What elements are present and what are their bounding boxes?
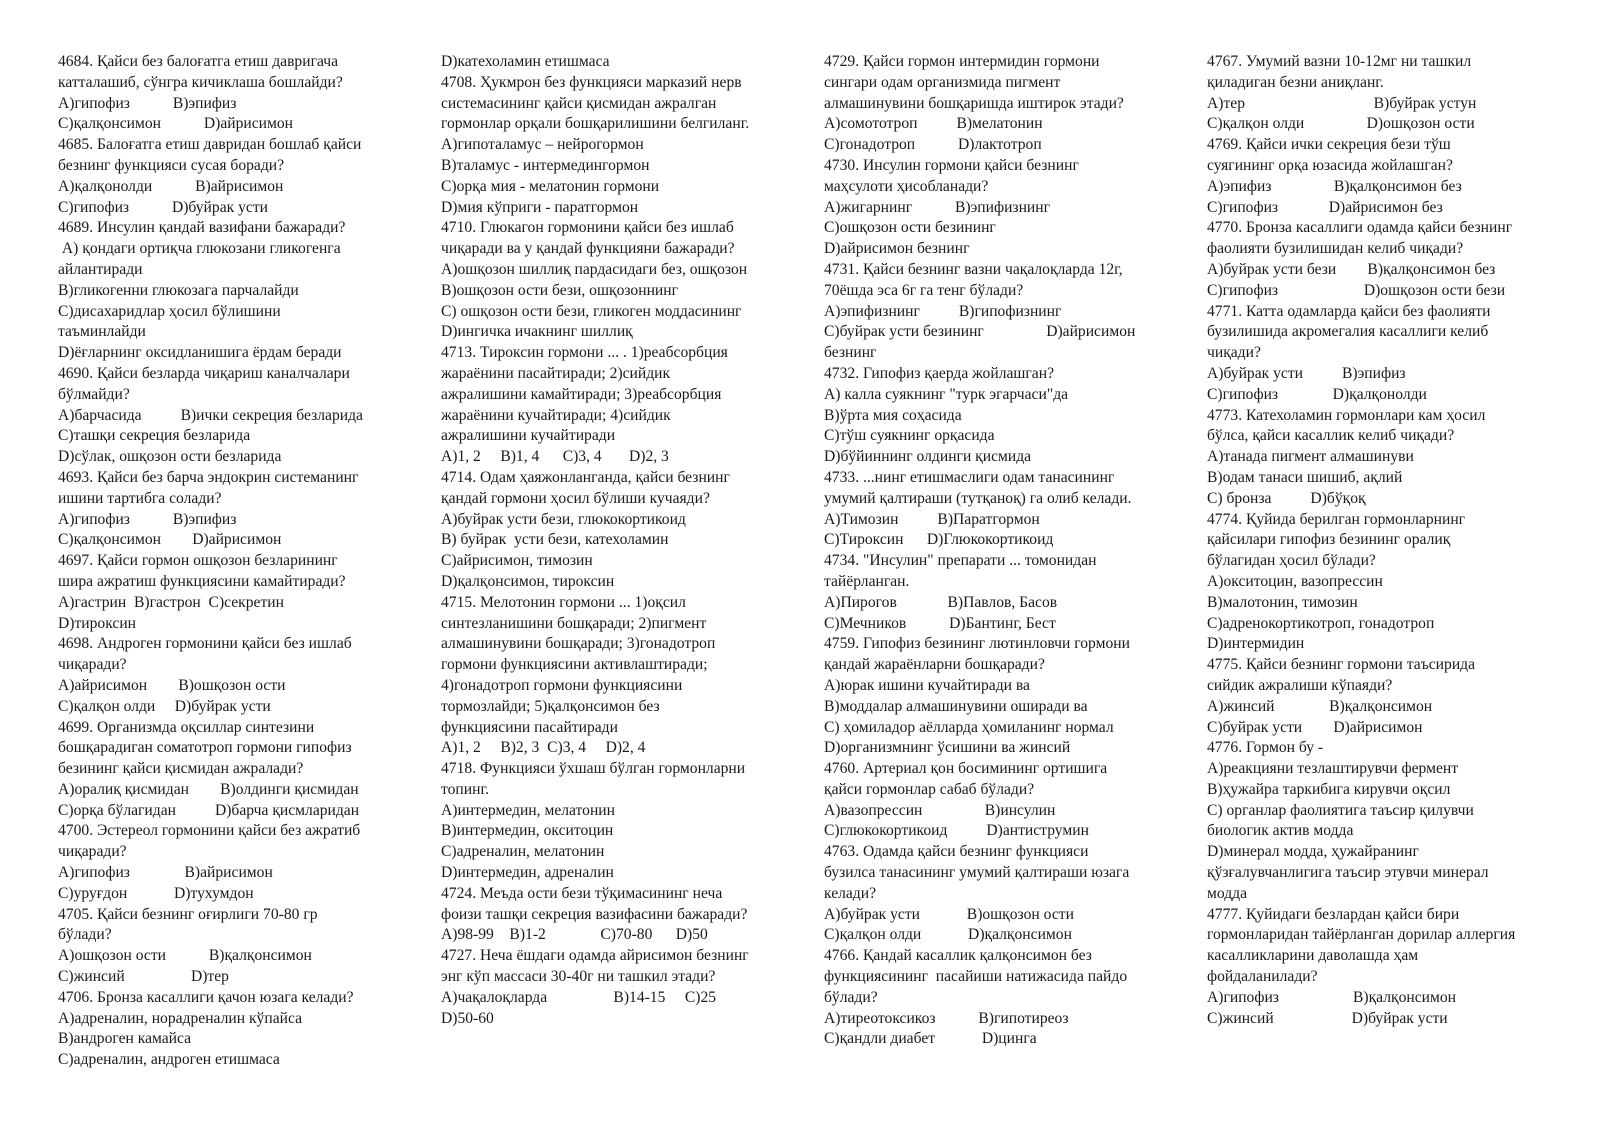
text-line: D)мия кўприги - паратгормон [441,198,639,216]
text-line: топинг. [441,780,489,798]
text-line: 4763. Одамда қайси безнинг функцияси [824,843,1089,861]
text-line: 4727. Неча ёшдаги одамда айрисимон безнинг [441,947,749,965]
text-line: A)чақалоқларда B)14-15 C)25 [441,988,717,1006]
text-line: системасининг қайси қисмидан ажралган [441,94,717,112]
text-line: D)интермидин [1207,635,1305,653]
text-line: 4766. Қандай касаллик қалқонсимон без [824,947,1092,965]
text-line: бузилса танасининг умумий қалтираши юзага [824,864,1130,882]
text-line: 4693. Қайси без барча эндокрин системанинг [58,468,359,486]
text-line: 4776. Гормон бу - [1207,739,1324,757]
text-line: 4771. Катта одамларда қайси без фаолияти [1207,302,1491,320]
text-line: A)юрак ишини кучайтиради ва [824,676,1030,694]
text-line: умумий қалтираши (тутқаноқ) га олиб келади. [824,489,1132,507]
text-line: C)Мечников D)Бантинг, Бест [824,614,1056,632]
text-line: C)уруғдон D)тухумдон [58,884,254,902]
text-line: жараёнини пасайтиради; 2)сийдик [441,364,671,382]
text-line: 4774. Қуйида берилган гормонларнинг [1207,510,1466,528]
text-line: гормонлар орқали бошқарилишини белгиланг. [441,115,750,133]
text-line: C)қалқон олди D)қалқонсимон [824,926,1072,944]
text-line: C)қандли диабет D)цинга [824,1030,1037,1048]
text-line: 4730. Инсулин гормони қайси безнинг [824,156,1079,174]
text-line: 4700. Эстереол гормонини қайси без ажратиб [58,822,361,840]
text-line: C)Тироксин D)Глюкокортикоид [824,531,1054,549]
text-line: A)гипофиз B)қалқонсимон [1207,988,1457,1006]
text-line: D)ингичка ичакнинг шиллиқ [441,323,633,341]
text-line: C)жинсий D)тер [58,968,229,986]
text-line: A)сомототроп B)мелатонин [824,115,1043,133]
text-line: C)қалқон олди D)буйрак усти [58,697,271,715]
text-line: 4708. Ҳукмрон без функцияси марказий нерв [441,73,742,91]
text-line: касалликларини даволашда ҳам [1207,947,1419,965]
text-line: чиқаради? [58,843,127,861]
text-line: алмашинувини бошқаришда иштирок этади? [824,94,1124,112]
text-line: D)катехоламин етишмаса [441,53,610,70]
text-line: 4777. Қуйидаги безлардан қайси бири [1207,905,1460,923]
text-line: A)эпифиз B)қалқонсимон без [1207,177,1462,195]
text-line: гормонларидан тайёрланган дорилар аллергия [1207,926,1516,944]
text-line: A)жинсий B)қалқонсимон [1207,697,1433,715]
text-line: C)қалқон олди D)ошқозон ости [1207,115,1475,133]
text-line: A)буйрак усти B)ошқозон ости [824,905,1074,923]
text-line: C)орқа мия - мелатонин гормони [441,177,660,195]
text-line: 4714. Одам ҳаяжонланганда, қайси безнинг [441,468,730,486]
text-line: функциясини пасайтиради [441,718,618,736]
text-line: 4775. Қайси безнинг гормони таъсирида [1207,656,1476,674]
text-line: 4770. Бронза касаллиги одамда қайси безнинг [1207,219,1513,237]
text-line: жараёнини кучайтиради; 4)сийдик [441,406,671,424]
text-line: D)интермедин, адреналин [441,864,614,882]
text-line: қандай жараёнларни бошқаради? [824,656,1045,674]
text-line: C)қалқонсимон D)айрисимон [58,531,282,549]
text-line: 4729. Қайси гормон интермидин гормони [824,53,1100,70]
text-line: C)жинсий D)буйрак усти [1207,1009,1448,1027]
text-line: A)жигарнинг B)эпифизнинг [824,198,1051,216]
text-line: C)адренокортикотроп, гонадотроп [1207,614,1435,632]
text-line: 4734. "Инсулин" препарати ... томонидан [824,552,1097,570]
text-line: A)тер B)буйрак устун [1207,94,1477,112]
text-line: D)тироксин [58,614,137,632]
text-line: C)глюкокортикоид D)антиструмин [824,822,1089,840]
text-line: шира ажратиш функциясини камайтиради? [58,572,346,590]
text-line: C)дисахаридлар ҳосил бўлишини [58,302,281,320]
text-line: A)оралиқ қисмидан B)олдинги қисмидан [58,780,359,798]
text-line: D)ёғларнинг оксидланишига ёрдам беради [58,344,342,362]
text-line: 4733. ...нинг етишмаслиги одам танасининг [824,468,1115,486]
text-line: A)танада пигмент алмашинуви [1207,448,1414,466]
text-line: 4710. Глюкагон гормонини қайси без ишлаб [441,219,734,237]
text-line: қандай гормони ҳосил бўлиши кучаяди? [441,489,710,507]
text-line: бўлмайди? [58,385,130,403]
text-line: 4731. Қайси безнинг вазни чақалоқларда 12г, [824,260,1123,278]
text-line: бўлса, қайси касаллик келиб чиқади? [1207,427,1455,445]
text-line: суягининг орқа юзасида жойлашган? [1207,156,1453,174]
text-column-3 [824,52,1207,1131]
text-line: синтезланишини бошқаради; 2)пигмент [441,614,707,632]
text-line: 4773. Катехоламин гормонлари кам ҳосил [1207,406,1486,424]
text-line: C)адреналин, мелатонин [441,843,605,861]
text-line: ишини тартибга солади? [58,489,222,507]
text-line: тайёрланган. [824,572,910,590]
text-line: бошқарадиган соматотроп гормони гипофиз [58,739,352,757]
text-line: A)буйрак усти бези, глюкокортикоид [441,510,686,528]
text-line: C)ошқозон ости безининг [824,219,996,237]
text-line: маҳсулоти ҳисобланади? [824,177,989,195]
text-line: C) бронза D)бўқоқ [1207,489,1366,507]
text-line: A)Пирогов B)Павлов, Басов [824,593,1058,611]
text-line: чиқаради ва у қандай функцияни бажаради? [441,240,735,258]
text-line: таъминлайди [58,323,146,341]
text-line: 4767. Умумий вазни 10-12мг ни ташкил [1207,53,1472,70]
text-line: безнинг [824,344,877,362]
text-line: бўлагидан ҳосил бўлади? [1207,552,1376,570]
text-line: A)барчасида B)ички секреция безларида [58,406,363,424]
text-line: B) буйрак усти бези, катехоламин [441,531,669,549]
text-line: айлантиради [58,260,143,278]
text-line: 4)гонадотроп гормони функциясини [441,676,683,694]
text-line: D)50-60 [441,1009,494,1027]
text-line: A) қондаги ортиқча глюкозани гликогенга [58,240,341,258]
text-line: B)ўрта мия соҳасида [824,406,962,424]
text-line: D)сўлак, ошқозон ости безларида [58,448,282,466]
text-line: алмашинувини бошқаради; 3)гонадотроп [441,635,716,653]
text-line: D)қалқонсимон, тироксин [441,572,615,590]
text-line: A)1, 2 B)2, 3 C)3, 4 D)2, 4 [441,739,646,757]
text-line: қайси гормонлар сабаб бўлади? [824,780,1035,798]
text-line: 4718. Функцияси ўхшаш бўлган гормонларни [441,760,746,778]
text-line: A)98-99 B)1-2 C)70-80 D)50 [441,926,708,944]
text-line: A)Тимозин B)Паратгормон [824,510,1040,528]
text-line: B)ҳужайра таркибига кирувчи оқсил [1207,780,1451,798]
text-line: C)орқа бўлагидан D)барча қисмларидан [58,801,360,819]
text-line: қиладиган безни аниқланг. [1207,73,1384,91]
text-line: C)ташқи секреция безларида [58,427,251,445]
text-line: A)вазопрессин B)инсулин [824,801,1056,819]
text-line: A)гипофиз B)эпифиз [58,94,237,112]
text-line: B)интермедин, окситоцин [441,822,614,840]
text-line: D)организмнинг ўсишини ва жинсий [824,739,1071,757]
text-line: C) ҳомиладор аёлларда ҳомиланинг нормал [824,718,1114,736]
text-line: бузилишида акромегалия касаллиги келиб [1207,323,1489,341]
text-line: A)гипоталамус – нейрогормон [441,136,644,154]
text-line: C)гипофиз D)буйрак усти [58,198,268,216]
text-column-2 [441,52,824,1131]
text-line: чиқади? [1207,344,1261,362]
text-line: чиқаради? [58,656,127,674]
text-line: A)адреналин, норадреналин кўпайса [58,1009,303,1027]
text-line: 4759. Гипофиз безининг лютинловчи гормони [824,635,1130,653]
text-line: бўлади? [58,926,112,944]
text-line: келади? [824,884,877,902]
text-line: C)гипофиз D)ошқозон ости бези [1207,281,1506,299]
text-line: сингари одам организмида пигмент [824,73,1061,91]
text-line: B)гликогенни глюкозага парчалайди [58,281,299,299]
text-line: 4689. Инсулин қандай вазифани бажаради? [58,219,346,237]
text-line: B)моддалар алмашинувини оширади ва [824,697,1088,715]
text-line: A)буйрак усти B)эпифиз [1207,364,1406,382]
text-line: B)андроген камайса [58,1030,192,1048]
text-line: ажралишини камайтиради; 3)реабсорбция [441,385,722,403]
text-line: безнинг функцияси сусая боради? [58,156,285,174]
text-line: A)ошқозон ости B)қалқонсимон [58,947,312,965]
text-line: C)гонадотроп D)лактотроп [824,136,1042,154]
text-line: 4697. Қайси гормон ошқозон безларининг [58,552,338,570]
text-line: C)гипофиз D)айрисимон без [1207,198,1443,216]
text-line: B)малотонин, тимозин [1207,593,1358,611]
text-line: C) органлар фаолиятига таъсир қилувчи [1207,801,1474,819]
text-line: A)интермедин, мелатонин [441,801,615,819]
text-line: фаолияти бузилишидан келиб чиқади? [1207,240,1464,258]
text-line: C)айрисимон, тимозин [441,552,593,570]
text-line: функциясининг пасайиши натижасида пайдо [824,968,1128,986]
text-line: A)ошқозон шиллиқ пардасидаги без, ошқозон [441,260,748,278]
text-line: 4690. Қайси безларда чиқариш каналчалари [58,364,350,382]
text-line: фойдаланилади? [1207,968,1318,986]
text-line: қўзғалувчанлигига таъсир этувчи минерал [1207,864,1489,882]
text-line: A)эпифизнинг B)гипофизнинг [824,302,1062,320]
text-line: безининг қайси қисмидан ажралади? [58,760,304,778]
text-line: 4685. Балоғатга етиш давридан бошлаб қайси [58,136,362,154]
text-line: B)таламус - интермедингормон [441,156,650,174]
text-line: 4732. Гипофиз қаерда жойлашган? [824,364,1054,382]
text-line: C)буйрак усти D)айрисимон [1207,718,1423,736]
text-line: D)минерал модда, ҳужайранинг [1207,843,1419,861]
text-line: A)реакцияни тезлаштирувчи фермент [1207,760,1459,778]
text-line: 4724. Меъда ости бези тўқимасининг неча [441,884,723,902]
text-line: 4706. Бронза касаллиги қачон юзага келади? [58,988,354,1006]
text-line: B)одам танаси шишиб, ақлий [1207,468,1403,486]
text-line: D)бўйиннинг олдинги қисмида [824,448,1032,466]
text-line: бўлади? [824,988,878,1006]
text-line: 4705. Қайси безнинг оғирлиги 70-80 гр [58,905,318,923]
text-line: гормони функциясини активлаштиради; [441,656,708,674]
text-line: A)гастрин B)гастрон C)секретин [58,593,284,611]
text-line: A) калла суякнинг "турк эгарчаси"да [824,385,1069,403]
text-line: биологик актив модда [1207,822,1354,840]
text-line: C)тўш суякнинг орқасида [824,427,995,445]
text-line: D)айрисимон безнинг [824,240,970,258]
text-line: катталашиб, сўнгра кичиклаша бошлайди? [58,73,343,91]
text-line: 4713. Тироксин гормони ... . 1)реабсорбция [441,344,728,362]
text-line: 4715. Мелотонин гормони ... 1)оқсил [441,593,686,611]
text-line: B)ошқозон ости бези, ошқозоннинг [441,281,679,299]
text-column-1 [58,52,441,1131]
text-line: A)гипофиз B)айрисимон [58,864,273,882]
text-line: энг кўп массаси 30-40г ни ташкил этади? [441,968,716,986]
text-line: C)буйрак усти безининг D)айрисимон [824,323,1136,341]
text-line: фоизи ташқи секреция вазифасини бажаради? [441,905,748,923]
text-line: модда [1207,884,1248,902]
text-line: C)адреналин, андроген етишмаса [58,1051,280,1069]
text-line: A)айрисимон B)ошқозон ости [58,676,286,694]
text-line: сийдик ажралиши кўпаяди? [1207,676,1393,694]
text-line: қайсилари гипофиз безининг оралиқ [1207,531,1451,549]
text-line: A)қалқонолди B)айрисимон [58,177,284,195]
text-line: 4684. Қайси без балоғатга етиш давригача [58,53,339,70]
text-line: C)гипофиз D)қалқонолди [1207,385,1427,403]
text-line: A)тиреотоксикоз B)гипотиреоз [824,1009,1069,1027]
text-line: тормозлайди; 5)қалқонсимон без [441,697,660,715]
text-column-4 [1207,52,1590,1131]
text-line: A)буйрак усти бези B)қалқонсимон без [1207,260,1496,278]
text-line: A)1, 2 B)1, 4 C)3, 4 D)2, 3 [441,448,669,466]
text-line: 4698. Андроген гормонини қайси без ишлаб [58,635,352,653]
text-line: ажралишини кучайтиради [441,427,616,445]
text-line: C) ошқозон ости бези, гликоген моддасининг [441,302,742,320]
text-line: 4769. Қайси ички секреция бези тўш [1207,136,1451,154]
text-line: A)окситоцин, вазопрессин [1207,572,1383,590]
text-line: C)қалқонсимон D)айрисимон [58,115,294,133]
text-line: 4699. Организмда оқсиллар синтезини [58,718,315,736]
text-line: A)гипофиз B)эпифиз [58,510,237,528]
text-line: 70ёшда эса 6г га тенг бўлади? [824,281,1024,299]
text-line: 4760. Артериал қон босимининг ортишига [824,760,1108,778]
